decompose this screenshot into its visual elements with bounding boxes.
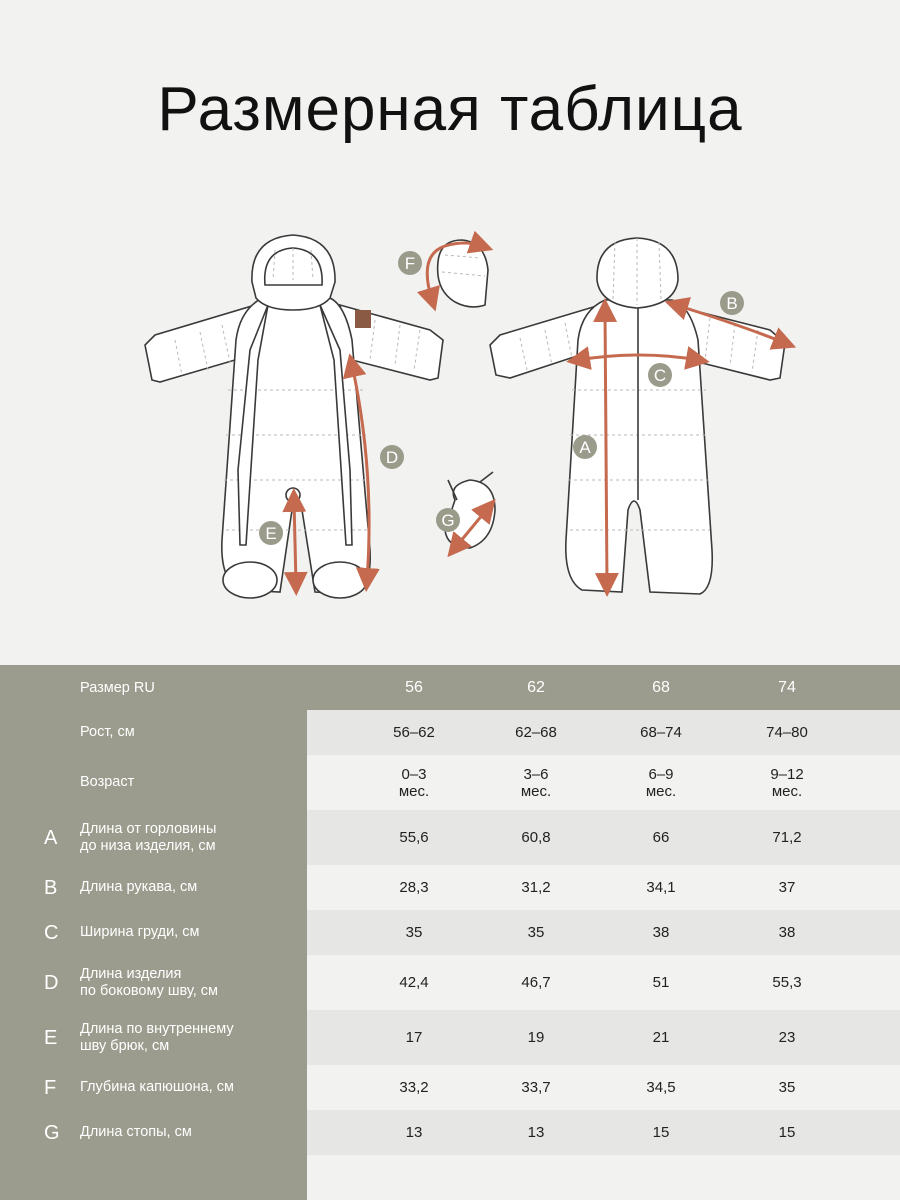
- row-letter: C: [44, 921, 59, 944]
- row-value: 56–62: [393, 724, 435, 741]
- row-value: 46,7: [521, 974, 551, 991]
- row-value: 68–74: [640, 724, 682, 741]
- row-value: 42,4: [399, 974, 429, 991]
- row-value: 62–68: [515, 724, 557, 741]
- svg-text:G: G: [441, 511, 455, 530]
- row-label: Ширина груди, см: [80, 924, 200, 940]
- badge-f: [398, 251, 422, 275]
- row-value: 13: [405, 1124, 423, 1141]
- svg-text:A: A: [579, 438, 591, 457]
- row-value: 3–6 мес.: [520, 765, 552, 800]
- row-value: 17: [405, 1029, 423, 1046]
- row-value: 0–3 мес.: [398, 765, 430, 800]
- row-value: 37: [778, 879, 796, 896]
- table-row: [0, 1110, 900, 1155]
- row-label: Рост, см: [80, 724, 135, 740]
- row-value: 33,2: [399, 1079, 429, 1096]
- row-value: 21: [652, 1029, 670, 1046]
- table-row: [0, 755, 900, 810]
- header-size: 74: [778, 679, 796, 696]
- row-value: 34,1: [646, 879, 676, 896]
- row-letter: E: [44, 1026, 58, 1049]
- table-row: [0, 1065, 900, 1110]
- header-size: 56: [405, 679, 423, 696]
- row-label: Длина по внутреннему шву брюк, см: [80, 1020, 234, 1054]
- row-value: 15: [778, 1124, 796, 1141]
- row-value: 51: [652, 974, 670, 991]
- garment-diagram: [0, 210, 900, 630]
- badge-b: [720, 291, 744, 315]
- row-label: Длина стопы, см: [80, 1124, 192, 1140]
- row-value: 23: [778, 1029, 796, 1046]
- row-label: Длина изделия по боковому шву, см: [80, 965, 218, 999]
- svg-text:D: D: [385, 448, 399, 467]
- row-value: 34,5: [646, 1079, 676, 1096]
- row-label: Глубина капюшона, см: [80, 1079, 234, 1095]
- badge-a: [573, 435, 597, 459]
- row-letter: B: [44, 876, 58, 899]
- badge-g: [436, 508, 460, 532]
- row-value: 38: [778, 924, 796, 941]
- row-letter: A: [44, 826, 58, 849]
- row-value: 35: [527, 924, 545, 941]
- table-row: [0, 955, 900, 1010]
- row-label: Длина рукава, см: [80, 879, 198, 895]
- row-value: 60,8: [521, 829, 551, 846]
- table-row: [0, 910, 900, 955]
- badge-e: [259, 521, 283, 545]
- back-view: [490, 238, 785, 594]
- row-value: 15: [652, 1124, 670, 1141]
- row-value: 55,6: [399, 829, 429, 846]
- front-view: [145, 235, 443, 598]
- table-row: [0, 810, 900, 865]
- row-letter: F: [44, 1076, 57, 1099]
- row-value: 71,2: [772, 829, 802, 846]
- row-value: 31,2: [521, 879, 551, 896]
- table-row: [0, 865, 900, 910]
- svg-text:F: F: [404, 254, 416, 273]
- svg-text:C: C: [653, 366, 667, 385]
- row-label: Возраст: [80, 774, 135, 790]
- row-letter: G: [44, 1121, 60, 1144]
- svg-text:B: B: [726, 294, 738, 313]
- row-value: 74–80: [766, 724, 808, 741]
- size-table: [0, 665, 900, 1200]
- header-size: 68: [652, 679, 670, 696]
- page-title: Размерная таблица: [157, 75, 743, 144]
- table-header: [0, 665, 900, 710]
- row-value: 9–12 мес.: [770, 765, 804, 800]
- row-value: 33,7: [521, 1079, 551, 1096]
- svg-text:E: E: [265, 524, 277, 543]
- row-value: 38: [652, 924, 670, 941]
- hood-detail: [427, 240, 488, 307]
- table-row: [0, 1010, 900, 1065]
- badge-d: [380, 445, 404, 469]
- row-value: 19: [527, 1029, 545, 1046]
- row-label: Длина от горловины до низа изделия, см: [80, 820, 217, 854]
- row-value: 28,3: [399, 879, 429, 896]
- row-value: 35: [778, 1079, 796, 1096]
- header-label: Размер RU: [80, 680, 155, 696]
- row-value: 6–9 мес.: [645, 765, 677, 800]
- row-value: 55,3: [772, 974, 802, 991]
- row-letter: D: [44, 971, 59, 994]
- badge-c: [648, 363, 672, 387]
- row-value: 66: [652, 829, 670, 846]
- header-size: 62: [527, 679, 545, 696]
- row-value: 13: [527, 1124, 545, 1141]
- table-row: [0, 710, 900, 755]
- row-value: 35: [405, 924, 423, 941]
